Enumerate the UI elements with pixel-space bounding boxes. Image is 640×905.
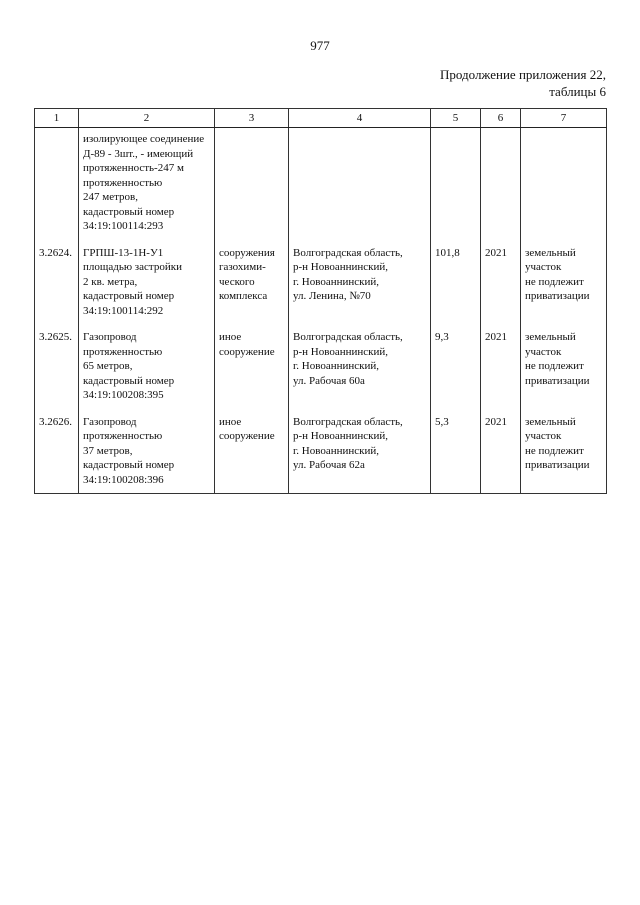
object-status: [521, 128, 607, 240]
object-kind-line: сооружение: [219, 345, 275, 358]
object-address-line: р-н Новоаннинский,: [293, 430, 389, 442]
column-header-7: 7: [521, 109, 607, 128]
object-kind: [215, 324, 289, 409]
table-row: [35, 324, 607, 409]
object-name-line: кадастровый номер: [83, 290, 175, 302]
table-row: [35, 128, 607, 240]
object-address: [289, 409, 431, 494]
object-status-line: участок: [525, 345, 562, 358]
object-name-line: протяженностью: [83, 345, 163, 358]
object-name-line: 34:19:100208:396: [83, 473, 164, 486]
object-kind: [215, 128, 289, 240]
table-caption: [326, 66, 606, 100]
table-header-row: [35, 109, 607, 128]
object-name-line: кадастровый номер: [83, 205, 175, 218]
object-name-line: Д-89 - 3шт., - имеющий: [83, 147, 194, 160]
table-body: [35, 128, 607, 494]
column-header-1: 1: [35, 109, 79, 128]
object-status-line: не подлежит: [525, 275, 584, 288]
object-status-line: участок: [525, 430, 562, 442]
object-address-line: р-н Новоаннинский,: [293, 261, 389, 273]
object-name-line: кадастровый номер: [83, 459, 175, 471]
row-number: 3.2625.: [35, 324, 79, 409]
object-name-line: 37 метров,: [83, 444, 133, 457]
object-address: [289, 324, 431, 409]
object-kind-line: иное: [219, 331, 242, 343]
object-name-line: Газопровод: [83, 415, 137, 428]
object-status-line: не подлежит: [525, 444, 584, 457]
page-number: 977: [310, 38, 330, 53]
row-number: [35, 128, 79, 240]
object-name-line: протяженность-247 м: [83, 162, 184, 174]
object-status-line: земельный: [525, 415, 576, 428]
object-name: [79, 240, 215, 325]
object-name-line: изолирующее соединение: [83, 133, 205, 145]
object-name-line: кадастровый номер: [83, 374, 175, 387]
object-address: [289, 240, 431, 325]
property-table: [34, 108, 607, 494]
object-address-line: ул. Рабочая 62а: [293, 459, 365, 471]
object-status: [521, 409, 607, 494]
object-kind: [215, 409, 289, 494]
object-name-line: 34:19:100114:293: [83, 220, 164, 232]
object-value: 5,3: [431, 409, 481, 494]
object-year: 2021: [481, 324, 521, 409]
object-status-line: приватизации: [525, 459, 590, 471]
object-name: [79, 324, 215, 409]
caption-line: Продолжение приложения 22,: [439, 67, 606, 82]
object-address-line: Волгоградская область,: [293, 415, 403, 428]
object-address-line: г. Новоаннинский,: [293, 275, 380, 288]
row-number: 3.2626.: [35, 409, 79, 494]
object-address-line: ул. Рабочая 60а: [293, 374, 365, 387]
object-address-line: г. Новоаннинский,: [293, 360, 380, 372]
object-name-line: протяженностью: [83, 176, 163, 189]
object-address-line: Волгоградская область,: [293, 246, 403, 259]
object-address: [289, 128, 431, 240]
object-name-line: 34:19:100208:395: [83, 389, 164, 401]
object-name-line: ГРПШ-13-1Н-У1: [83, 246, 164, 259]
object-address-line: г. Новоаннинский,: [293, 444, 380, 457]
table-row: [35, 409, 607, 494]
object-address-line: Волгоградская область,: [293, 331, 403, 343]
object-name-line: площадью застройки: [83, 261, 182, 273]
object-name: [79, 128, 215, 240]
object-value: [431, 128, 481, 240]
object-year: 2021: [481, 409, 521, 494]
column-header-6: 6: [481, 109, 521, 128]
object-year: 2021: [481, 240, 521, 325]
row-number: 3.2624.: [35, 240, 79, 325]
object-year: [481, 128, 521, 240]
object-name-line: протяженностью: [83, 430, 163, 442]
object-value: 101,8: [431, 240, 481, 325]
object-name: [79, 409, 215, 494]
object-kind-line: сооружение: [219, 430, 275, 442]
object-name-line: Газопровод: [83, 331, 137, 343]
object-status-line: не подлежит: [525, 360, 584, 372]
object-kind-line: сооружения: [219, 246, 275, 259]
column-header-2: 2: [79, 109, 215, 128]
object-status-line: земельный: [525, 331, 576, 343]
object-kind-line: иное: [219, 415, 242, 428]
object-kind: [215, 240, 289, 325]
column-header-3: 3: [215, 109, 289, 128]
object-status-line: участок: [525, 261, 562, 273]
object-address-line: р-н Новоаннинский,: [293, 345, 389, 358]
object-status-line: земельный: [525, 246, 576, 259]
object-value: 9,3: [431, 324, 481, 409]
column-header-5: 5: [431, 109, 481, 128]
object-kind-line: ческого: [219, 275, 255, 288]
object-status-line: приватизации: [525, 374, 590, 387]
object-address-line: ул. Ленина, №70: [293, 290, 371, 302]
column-header-4: 4: [289, 109, 431, 128]
object-status: [521, 240, 607, 325]
object-kind-line: комплекса: [219, 290, 268, 302]
object-name-line: 34:19:100114:292: [83, 304, 164, 317]
object-status-line: приватизации: [525, 290, 590, 302]
caption-line: таблицы 6: [549, 84, 606, 99]
table-row: [35, 240, 607, 325]
object-name-line: 2 кв. метра,: [83, 275, 138, 288]
object-name-line: 65 метров,: [83, 360, 133, 372]
object-status: [521, 324, 607, 409]
object-name-line: 247 метров,: [83, 191, 138, 203]
object-kind-line: газохими-: [219, 261, 266, 273]
